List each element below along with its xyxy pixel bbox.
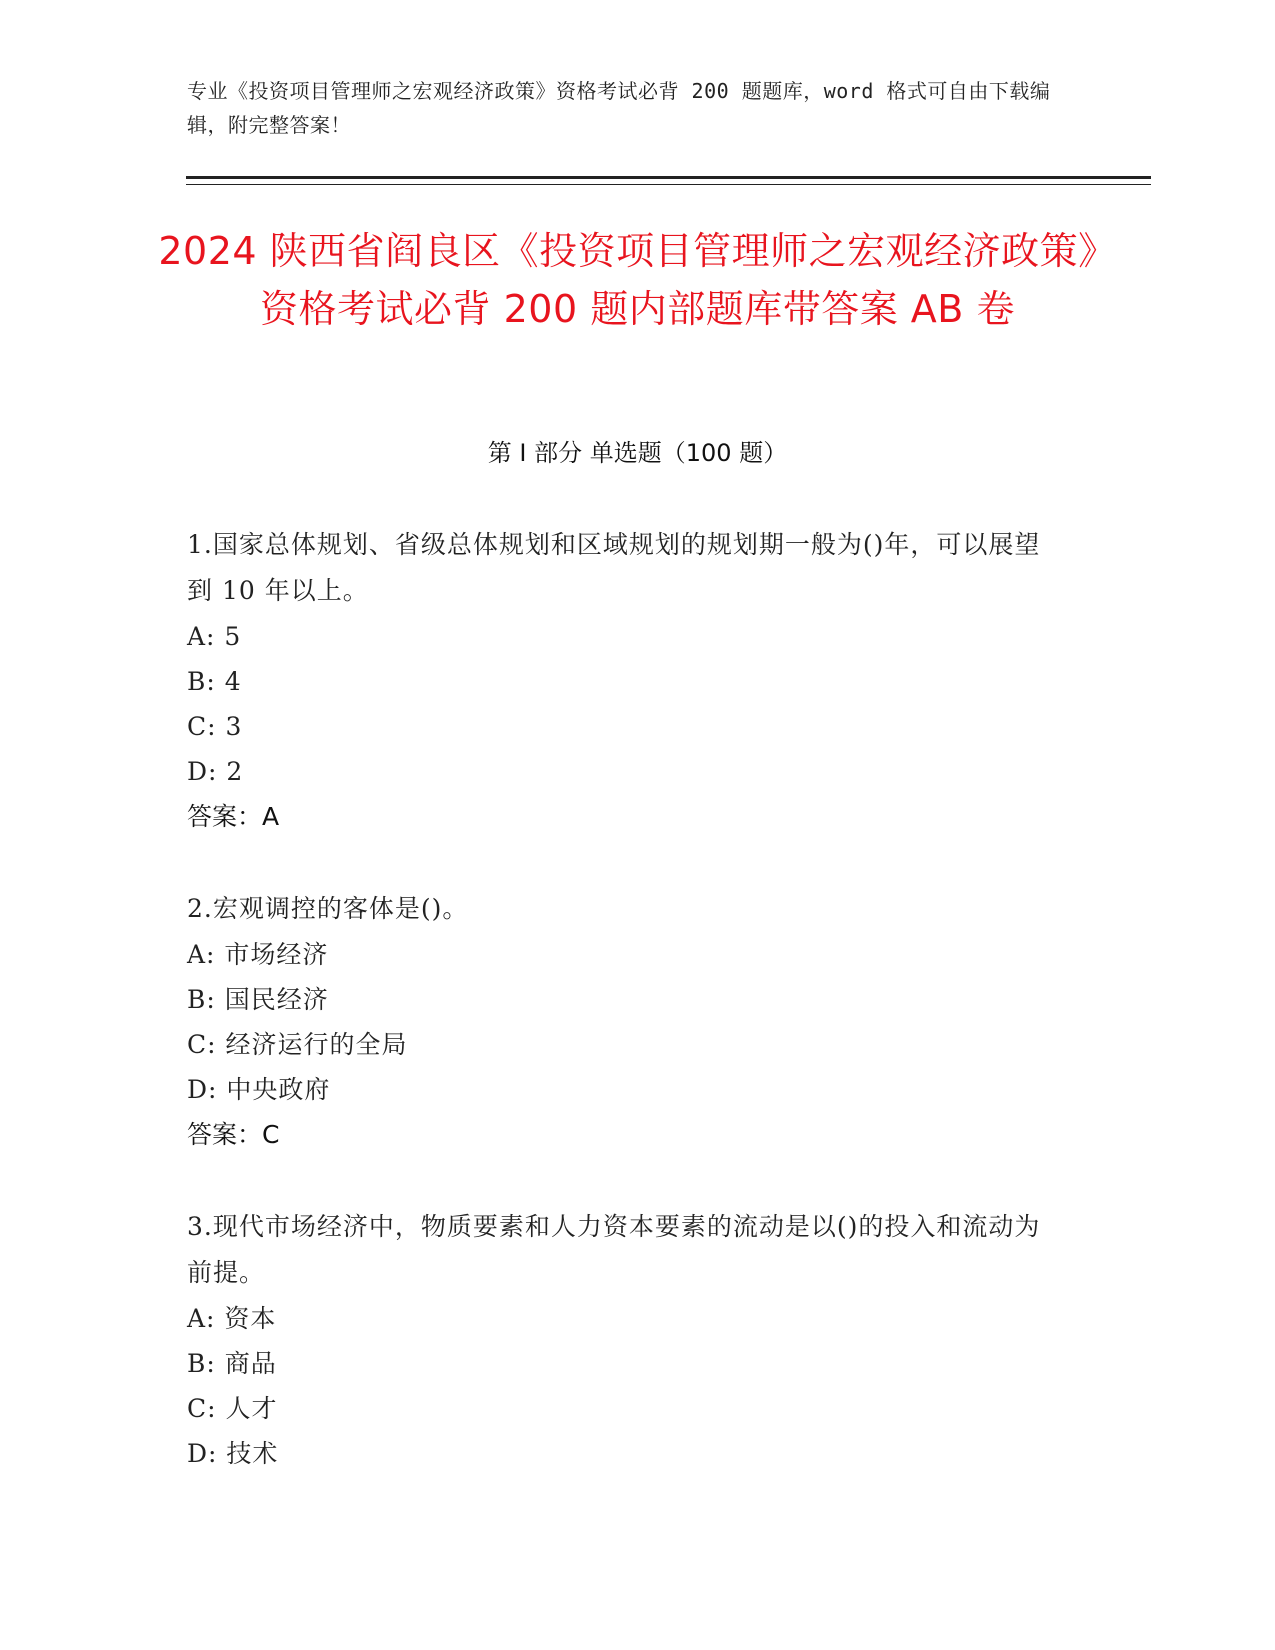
header-rule-thin bbox=[186, 184, 1151, 185]
header-rule-thick bbox=[186, 176, 1151, 179]
option-c: C: 3 bbox=[187, 712, 243, 741]
option-a: A: 资本 bbox=[187, 1304, 277, 1333]
question-stem: 1.国家总体规划、省级总体规划和区域规划的规划期一般为()年，可以展望到 10 年以上。 bbox=[187, 530, 1041, 605]
option-c: C: 人才 bbox=[187, 1394, 278, 1423]
option-b: B: 国民经济 bbox=[187, 985, 329, 1014]
option-b: B: 4 bbox=[187, 667, 242, 696]
question-2 bbox=[187, 886, 1057, 1158]
question-1 bbox=[187, 522, 1057, 840]
section-heading: 第 I 部分 单选题（100 题） bbox=[487, 439, 788, 467]
option-c: C: 经济运行的全局 bbox=[187, 1030, 408, 1059]
answer-line: 答案：A bbox=[187, 802, 280, 831]
option-d: D: 中央政府 bbox=[187, 1075, 331, 1104]
option-d: D: 2 bbox=[187, 757, 244, 786]
question-stem: 2.宏观调控的客体是()。 bbox=[187, 894, 469, 923]
question-list bbox=[187, 522, 1057, 1522]
option-a: A: 市场经济 bbox=[187, 940, 329, 969]
option-a: A: 5 bbox=[187, 622, 242, 651]
question-3 bbox=[187, 1204, 1057, 1476]
answer-line: 答案：C bbox=[187, 1120, 280, 1149]
header-note: 专业《投资项目管理师之宏观经济政策》资格考试必背 200 题题库，word 格式可自由下载编辑，附完整答案！ bbox=[187, 79, 1051, 137]
option-d: D: 技术 bbox=[187, 1439, 279, 1468]
document-title: 2024 陕西省阎良区《投资项目管理师之宏观经济政策》资格考试必背 200 题内部题库带答案 AB 卷 bbox=[158, 229, 1117, 331]
question-stem: 3.现代市场经济中，物质要素和人力资本要素的流动是以()的投入和流动为前提。 bbox=[187, 1212, 1041, 1287]
option-b: B: 商品 bbox=[187, 1349, 277, 1378]
